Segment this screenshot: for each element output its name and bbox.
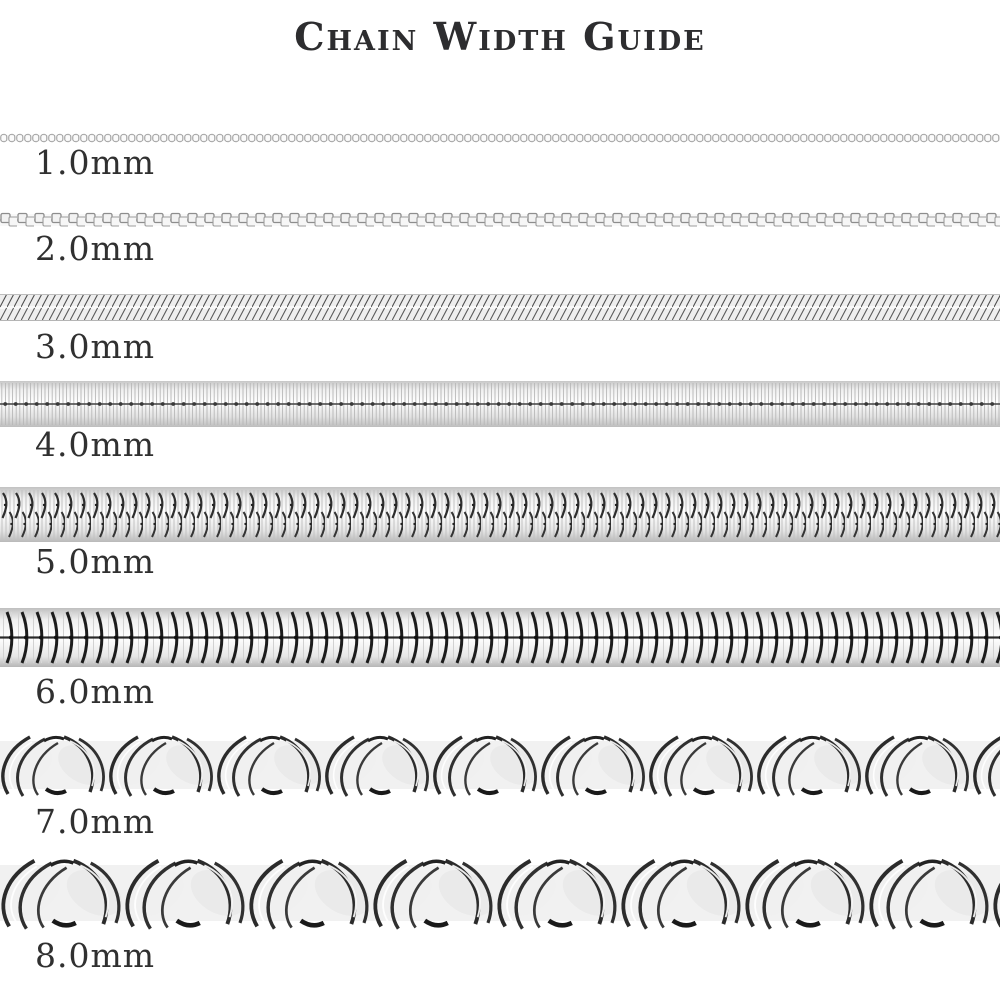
chain-width-label: 5.0mm <box>35 542 156 581</box>
chain-photo-7-0mm <box>0 732 1000 799</box>
chain-width-label: 1.0mm <box>35 143 156 182</box>
chain-photo-5-0mm <box>0 487 1000 542</box>
chain-width-label: 3.0mm <box>35 327 156 366</box>
chain-width-label: 7.0mm <box>35 802 156 841</box>
chain-photo-2-0mm <box>0 210 1000 230</box>
chain-width-label: 8.0mm <box>35 936 156 975</box>
chain-photo-6-0mm <box>0 608 1000 667</box>
chain-width-label: 2.0mm <box>35 229 156 268</box>
chain-width-label: 4.0mm <box>35 425 156 464</box>
chain-photo-3-0mm <box>0 292 1000 323</box>
page-title: Chain Width Guide <box>294 14 706 59</box>
chain-photo-4-0mm <box>0 381 1000 427</box>
chain-photo-8-0mm <box>0 855 1000 932</box>
chain-width-label: 6.0mm <box>35 672 156 711</box>
